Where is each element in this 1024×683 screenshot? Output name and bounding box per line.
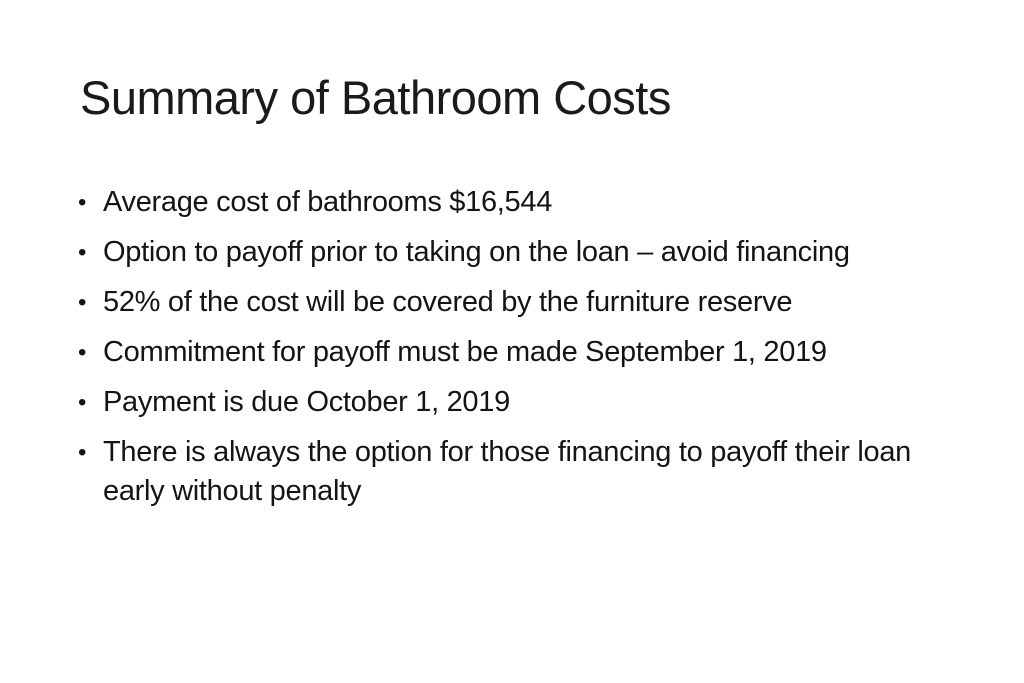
bullet-marker: • (78, 339, 87, 366)
bullet-list (78, 183, 958, 522)
bullet-marker: • (78, 439, 87, 466)
bullet-item (78, 283, 958, 322)
bullet-item (78, 333, 958, 372)
bullet-text: Option to payoff prior to taking on the loan – avoid financing (103, 236, 850, 268)
bullet-item (78, 183, 958, 222)
bullet-item (78, 383, 958, 422)
bullet-marker: • (78, 239, 87, 266)
bullet-marker: • (78, 189, 87, 216)
bullet-text: Payment is due October 1, 2019 (103, 386, 510, 418)
bullet-marker: • (78, 389, 87, 416)
bullet-text: Commitment for payoff must be made September 1, 2019 (103, 336, 827, 368)
bullet-text: 52% of the cost will be covered by the furniture reserve (103, 286, 793, 318)
bullet-text: Average cost of bathrooms $16,544 (103, 186, 553, 218)
bullet-text: There is always the option for those financing to payoff their loan early without penalty (103, 436, 911, 507)
bullet-marker: • (78, 289, 87, 316)
bullet-item (78, 433, 958, 511)
slide-title: Summary of Bathroom Costs (80, 71, 671, 124)
bullet-item (78, 233, 958, 272)
